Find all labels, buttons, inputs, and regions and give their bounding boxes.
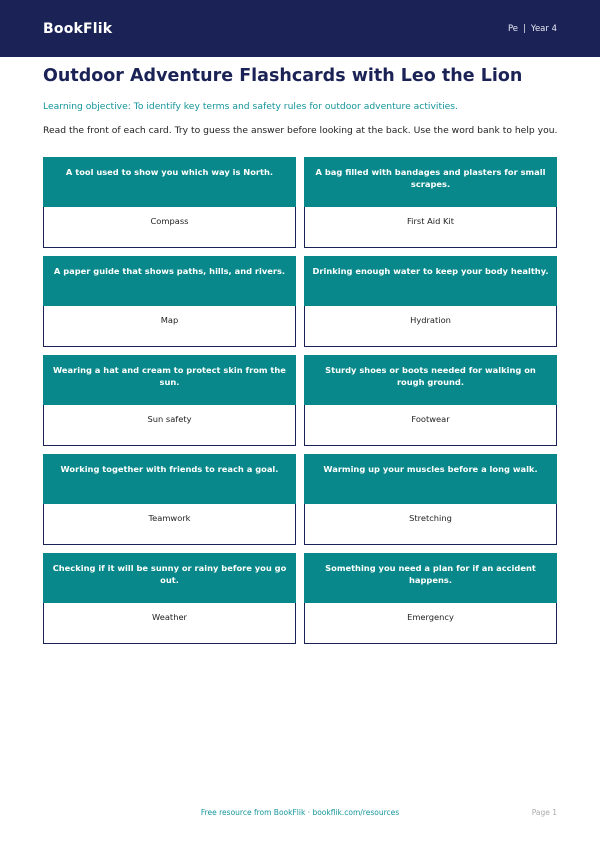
card-front-text: Something you need a plan for if an accident happens. — [325, 563, 536, 585]
card-back: First Aid Kit — [304, 207, 557, 248]
flashcard — [43, 256, 296, 347]
flashcard — [43, 157, 296, 248]
card-back: Map — [43, 306, 296, 347]
meta-separator: | — [523, 23, 526, 34]
page-title: Outdoor Adventure Flashcards with Leo the Lion — [43, 66, 523, 86]
card-back: Teamwork — [43, 504, 296, 545]
learning-objective: Learning objective: To identify key terms and safety rules for outdoor adventure activities. — [43, 101, 458, 112]
card-front — [43, 355, 296, 405]
card-front — [304, 454, 557, 504]
card-back: Compass — [43, 207, 296, 248]
card-front-text: A tool used to show you which way is North. — [65, 167, 274, 177]
card-front-text: Wearing a hat and cream to protect skin from the sun. — [53, 365, 286, 387]
flashcard — [43, 553, 296, 644]
card-front-text: Working together with friends to reach a goal. — [60, 464, 279, 474]
card-front-text: Checking if it will be sunny or rainy before you go out. — [52, 563, 287, 585]
card-front — [304, 256, 557, 306]
card-front-text: Drinking enough water to keep your body healthy. — [312, 266, 549, 276]
flashcard — [304, 355, 557, 446]
subject-label: Pe — [507, 23, 519, 34]
card-front — [43, 256, 296, 306]
flashcard-grid — [43, 157, 557, 644]
flashcard — [304, 553, 557, 644]
year-label: Year 4 — [530, 23, 557, 34]
instructions-text: Read the front of each card. Try to guess the answer before looking at the back. Use the word bank to help you. — [43, 125, 558, 136]
page-number: Page 1 — [531, 808, 557, 817]
header-bar — [0, 0, 600, 57]
card-front — [43, 553, 296, 603]
card-back: Hydration — [304, 306, 557, 347]
card-back: Sun safety — [43, 405, 296, 446]
flashcard — [304, 157, 557, 248]
brand-logo-text: BookFlik — [43, 20, 113, 37]
card-back: Weather — [43, 603, 296, 644]
card-front-text: A paper guide that shows paths, hills, and rivers. — [53, 266, 286, 276]
flashcard — [43, 355, 296, 446]
card-front — [304, 157, 557, 207]
card-front — [43, 454, 296, 504]
card-back: Emergency — [304, 603, 557, 644]
card-front-text: Sturdy shoes or boots needed for walking on rough ground. — [325, 365, 536, 387]
flashcard — [304, 256, 557, 347]
card-front-text: Warming up your muscles before a long walk. — [323, 464, 538, 474]
card-back: Stretching — [304, 504, 557, 545]
card-front — [43, 157, 296, 207]
flashcard — [43, 454, 296, 545]
card-front-text: A bag filled with bandages and plasters for small scrapes. — [315, 167, 546, 189]
flashcard — [304, 454, 557, 545]
card-back: Footwear — [304, 405, 557, 446]
card-front — [304, 553, 557, 603]
footer-link[interactable]: Free resource from BookFlik · bookflik.com/resources — [200, 808, 400, 817]
header-meta — [508, 24, 557, 34]
card-front — [304, 355, 557, 405]
